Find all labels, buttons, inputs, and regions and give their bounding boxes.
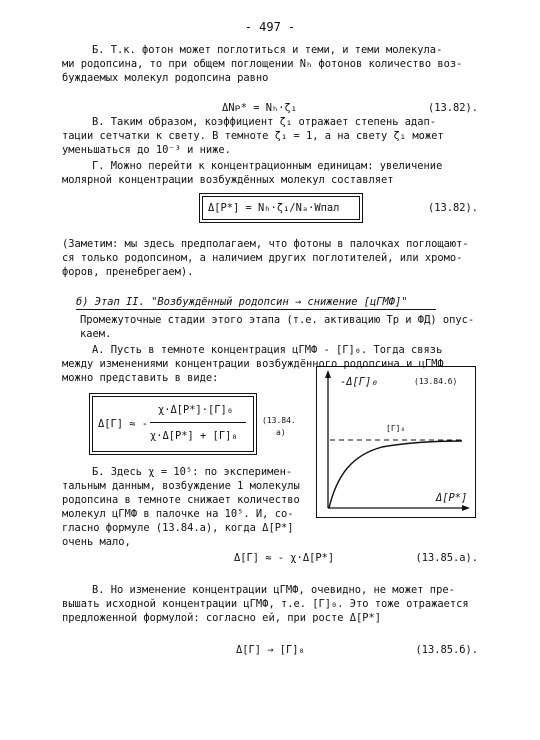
para-a-line1: А. Пусть в темноте концентрация цГМФ - [Г]₀. Тогда связь	[92, 344, 443, 356]
para-b2-line5: гласно формуле (13.84.а), когда Δ[P*]	[62, 522, 294, 534]
y-axis-arrow	[325, 370, 331, 378]
para-v2-line3: предложенной формулой: согласно ей, при росте Δ[P*]	[62, 612, 382, 624]
para-b2-line1: Б. Здесь χ = 10⁵: по эксперимен-	[92, 466, 293, 478]
para-a-line2: между изменениями концентрации возбуждённого родопсина и цГМФ	[62, 358, 444, 370]
equation-number: а)	[276, 428, 286, 437]
equation-13-85-a: Δ[Г] ≈ - χ·Δ[P*]	[234, 552, 335, 564]
note-line3: форов, пренебрегаем).	[62, 266, 194, 278]
page-number: - 497 -	[244, 20, 296, 34]
equation-number: (13.84.	[262, 416, 296, 425]
x-axis-arrow	[462, 505, 470, 511]
para-v2-line1: В. Но изменение концентрации цГМФ, очевидно, не может пре-	[92, 584, 455, 596]
equation-number: (13.85.б).	[415, 644, 478, 656]
para-b2-line6: очень мало,	[62, 536, 131, 548]
section-intro-line1: Промежуточные стадии этого этапа (т.е. активацию Тр и ФД) опус-	[80, 314, 475, 326]
para-v2-line2: вышать исходной концентрации цГМФ, т.е. [Г]₀. Это тоже отражается	[62, 598, 469, 610]
equation-13-85-b: Δ[Г] → [Г]₀	[236, 644, 305, 656]
equation-number: (13.82).	[427, 202, 478, 214]
para-v-line2: тации сетчатки к свету. В темноте ζ₁ = 1, а на свету ζ₁ может	[62, 130, 444, 142]
para-v-line3: уменьшаться до 10⁻³ и ниже.	[62, 144, 231, 156]
para-b2-line2: тальным данным, возбуждение 1 молекулы	[62, 480, 300, 492]
para-b2-line4: молекул цГМФ в палочке на 10⁵. И, со-	[62, 508, 294, 520]
equation-13-82-first: ΔNᴘ* = Nₕ·ζ₁	[222, 102, 298, 114]
fraction-denominator: χ·Δ[P*] + [Г]₀	[150, 430, 238, 442]
note-line1: (Заметим: мы здесь предполагаем, что фотоны в палочках поглощают-	[62, 238, 469, 250]
equation-number: (13.82).	[427, 102, 478, 114]
graph-x-label: Δ[P*]	[436, 492, 468, 504]
section-intro-line2: каем.	[80, 328, 112, 340]
section-heading: б) Этап II. "Возбуждённый родопсин → снижение [цГМФ]"	[76, 296, 408, 308]
para-v-line1: В. Таким образом, коэффициент ζ₁ отражает степень адап-	[92, 116, 437, 128]
para-b-line2: ми родопсина, то при общем поглощении Nₕ фотонов количество воз-	[62, 58, 463, 70]
para-a-line3: можно представить в виде:	[62, 372, 219, 384]
equation-13-82-boxed: Δ[P*] = Nₕ·ζ₁/Nₐ·Wпал	[208, 202, 340, 214]
fraction-numerator: χ·Δ[P*]·[Г]₀	[158, 404, 234, 416]
para-b-line1: Б. Т.к. фотон может поглотиться и теми, и теми молекула-	[92, 44, 443, 56]
equation-number: (13.85.а).	[415, 552, 478, 564]
para-g-line2: молярной концентрации возбуждённых молекул составляет	[62, 174, 394, 186]
para-g-line1: Г. Можно перейти к концентрационным единицам: увеличение	[92, 160, 443, 172]
para-b2-line3: родопсина в темноте снижает количество	[62, 494, 300, 506]
graph-equation-number: (13.84.б)	[414, 377, 458, 386]
asymptote-label: [Г]₀	[386, 424, 406, 433]
fraction-lhs: Δ[Г] ≈ -	[98, 418, 149, 430]
para-b-line3: буждаемых молекул родопсина равно	[62, 72, 269, 84]
graph-y-label: -Δ[Г]₀	[340, 376, 378, 388]
note-line2: ся только родопсином, а наличием других поглотителей, или хромо-	[62, 252, 463, 264]
